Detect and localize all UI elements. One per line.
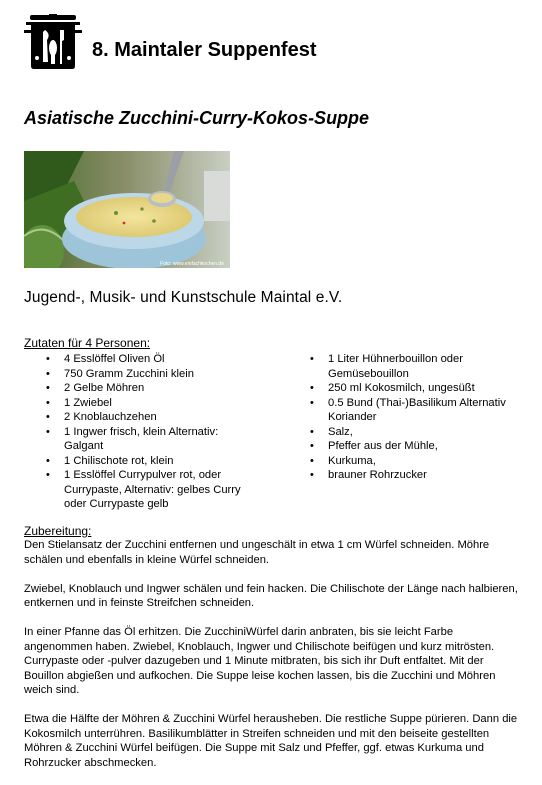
organization-name: Jugend-, Musik- und Kunstschule Maintal e.V. [24,289,343,306]
list-item: • brauner Rohrzucker [328,468,518,483]
soup-pot-logo [24,14,82,70]
event-title: 8. Maintaler Suppenfest [92,39,317,61]
list-item: • 1 Ingwer frisch, klein Alternativ: Galgant [64,425,244,454]
preparation-paragraph: In einer Pfanne das Öl erhitzen. Die ZucchiniWürfel darin anbraten, bis sie leicht Farbe angenommen haben. Zwiebel, Knoblauch, Ingwer und Chilischote beifügen und kurz mitrösten. Currypaste oder -pulver dazugeben und 1 Minute mitbraten, bis sich ihr Duft entfaltet. Mit der Bouillon abgießen und aufkochen. Die Suppe leise kochen lassen, bis die Zucchini und Möhren weich sind. [24,626,496,696]
list-item: • 1 Esslöffel Currypulver rot, oder Currypaste, Alternativ: gelbes Curry oder Currypaste gelb [64,468,244,512]
preparation-paragraph: Etwa die Hälfte der Möhren & Zucchini Würfel herausheben. Die restliche Suppe pürieren. Dann die Kokosmilch unterrühren. Basilikumblätter in Streifen schneiden und mit den beiseite gestellten Möhren & Zucchini Würfel beifügen. Die Suppe mit Salz und Pfeffer, ggf. etwas Kurkuma und Rohrzucker abschmecken. [24,713,518,769]
list-item: • 2 Gelbe Möhren [64,381,244,396]
photo-credit: Foto: www.einfachkochen.de [160,261,224,267]
list-item: • Pfeffer aus der Mühle, [328,439,518,454]
list-item: • 750 Gramm Zucchini klein [64,367,244,382]
recipe-title: Asiatische Zucchini-Curry-Kokos-Suppe [24,108,370,128]
preparation-text [24,538,524,785]
list-item: • 250 ml Kokosmilch, ungesüßt [328,381,518,396]
list-item: • 2 Knoblauchzehen [64,410,244,425]
preparation-paragraph: Den Stielansatz der Zucchini entfernen und ungeschält in etwa 1 cm Würfel schneiden. Möhre schälen und ebenfalls in kleine Würfel schneiden. [24,539,490,566]
list-item: • 1 Chilischote rot, klein [64,454,244,469]
soup-photo [24,151,230,268]
list-item: • 4 Esslöffel Oliven Öl [64,352,244,367]
preparation-heading: Zubereitung: [24,524,92,538]
ingredients-heading: Zutaten für 4 Personen: [24,336,151,350]
list-item: • 1 Liter Hühnerbouillon oder Gemüsebouillon [328,352,518,381]
ingredients-list-right [328,352,518,483]
ingredients-list-left [64,352,244,512]
list-item: • 1 Zwiebel [64,396,244,411]
list-item: • Kurkuma, [328,454,518,469]
list-item: • 0.5 Bund (Thai-)Basilikum Alternativ Koriander [328,396,518,425]
list-item: • Salz, [328,425,518,440]
preparation-paragraph: Zwiebel, Knoblauch und Ingwer schälen und fein hacken. Die Chilischote der Länge nach halbieren, entkernen und in feinste Streifchen schneiden. [24,582,518,609]
